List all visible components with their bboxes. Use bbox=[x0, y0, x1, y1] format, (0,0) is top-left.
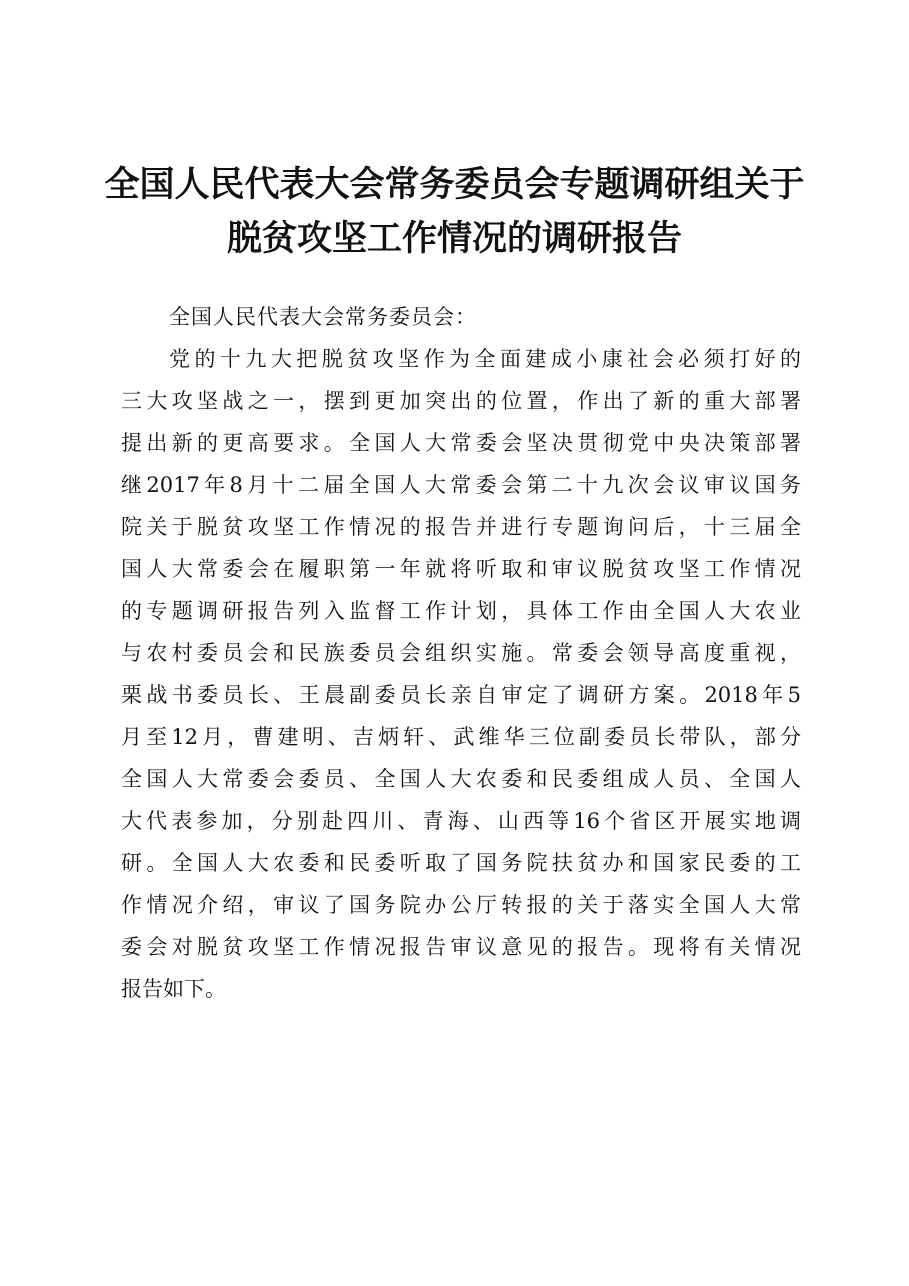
document-body bbox=[121, 296, 801, 1010]
paragraph-line: 与农村委员会和民族委员会组织实施。常委会领导高度重视， bbox=[121, 641, 801, 665]
document-title-line-2: 脱贫攻坚工作情况的调研报告 bbox=[226, 219, 682, 259]
paragraph-line: 作情况介绍，审议了国务院办公厅转报的关于落实全国人大常 bbox=[121, 893, 801, 917]
paragraph-line: 研。全国人大农委和民委听取了国务院扶贫办和国家民委的工 bbox=[121, 851, 801, 875]
paragraph-line: 提出新的更高要求。全国人大常委会坚决贯彻党中央决策部署 bbox=[121, 431, 801, 455]
paragraph-line: 党的十九大把脱贫攻坚作为全面建成小康社会必须打好的 bbox=[169, 347, 801, 371]
salutation: 全国人民代表大会常务委员会： bbox=[169, 304, 477, 329]
paragraph-line: 院关于脱贫攻坚工作情况的报告并进行专题询问后，十三届全 bbox=[121, 515, 801, 539]
paragraph-line: 月至12月，曹建明、吉炳轩、武维华三位副委员长带队，部分 bbox=[121, 725, 801, 749]
paragraph-line: 大代表参加，分别赴四川、青海、山西等16个省区开展实地调 bbox=[121, 809, 801, 833]
paragraph-line: 继2017年8月十二届全国人大常委会第二十九次会议审议国务 bbox=[121, 473, 801, 497]
document-title-line-1: 全国人民代表大会常务委员会专题调研组关于 bbox=[104, 165, 805, 205]
paragraph-line: 委会对脱贫攻坚工作情况报告审议意见的报告。现将有关情况 bbox=[121, 935, 801, 959]
paragraph-line: 三大攻坚战之一，摆到更加突出的位置，作出了新的重大部署 bbox=[121, 389, 801, 413]
paragraph-line: 栗战书委员长、王晨副委员长亲自审定了调研方案。2018年5 bbox=[121, 683, 801, 707]
paragraph-line: 全国人大常委会委员、全国人大农委和民委组成人员、全国人 bbox=[121, 767, 801, 791]
paragraph-line: 国人大常委会在履职第一年就将听取和审议脱贫攻坚工作情况 bbox=[121, 557, 801, 581]
paragraph-line: 报告如下。 bbox=[121, 976, 226, 1001]
paragraph-line: 的专题调研报告列入监督工作计划，具体工作由全国人大农业 bbox=[121, 599, 801, 623]
